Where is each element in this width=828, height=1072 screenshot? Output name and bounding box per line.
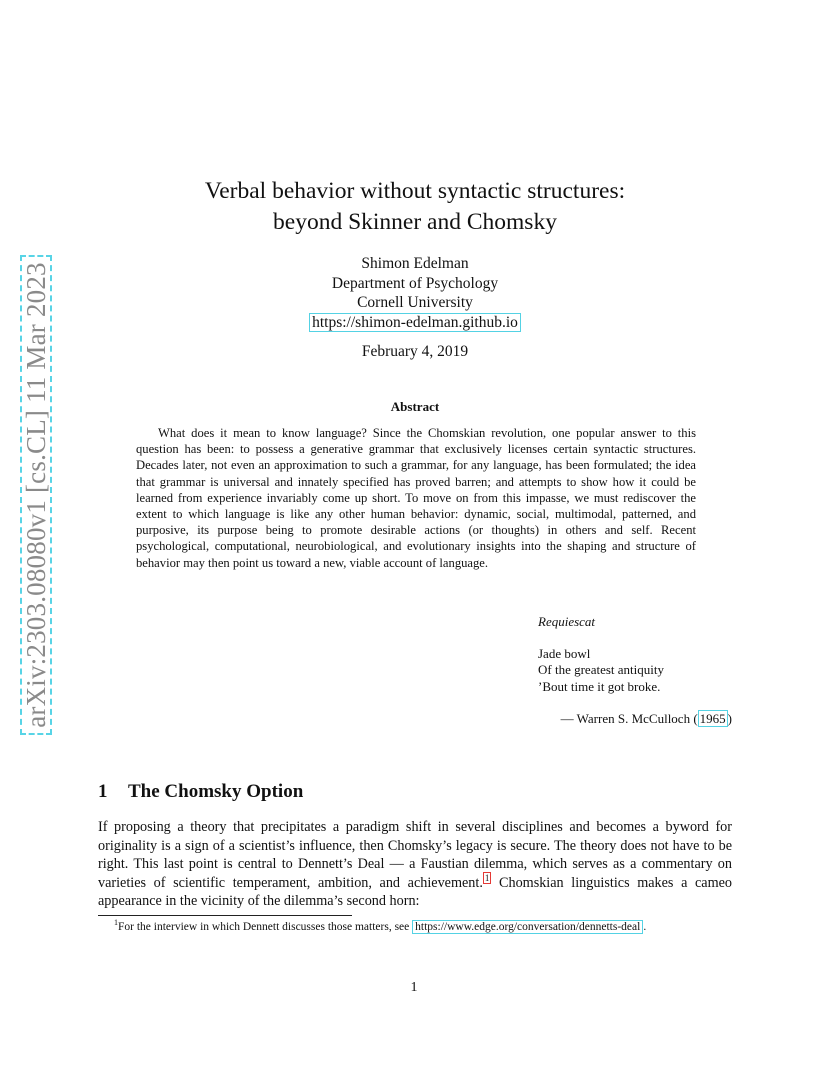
author-homepage-link[interactable]: https://shimon-edelman.github.io	[309, 313, 521, 332]
author-block	[230, 254, 600, 332]
footnote-marker-link[interactable]: 1	[484, 873, 490, 884]
paper-title	[130, 176, 700, 238]
paragraph-text-part-2: Chomskian linguistics makes a cameo appearance in the vicinity of the dilemma’s second horn:	[98, 874, 732, 910]
footnote-number: 1	[114, 918, 118, 928]
section-title: The Chomsky Option	[128, 781, 304, 802]
epigraph-line-3: ’Bout time it got broke.	[538, 678, 661, 694]
footnote-1	[98, 920, 732, 935]
section-number: 1	[98, 781, 108, 802]
arxiv-identifier-stamp[interactable]: arXiv:2303.08080v1 [cs.CL] 11 Mar 2023	[20, 255, 52, 735]
attribution-close: )	[727, 711, 732, 726]
epigraph-poem	[538, 614, 664, 695]
epigraph-line-2: Of the greatest antiquity	[538, 662, 664, 678]
citation-link-1965[interactable]: 1965	[699, 711, 726, 726]
title-line-1: Verbal behavior without syntactic structures:	[204, 178, 626, 204]
section-heading	[98, 781, 303, 803]
paragraph-text-part-1: If proposing a theory that precipitates a paradigm shift in several disciplines and becomes a byword for originality is a sign of a scientist’s influence, then Chomsky’s legacy is secure. The theory does not have to be right. This last point is central to Dennett’s Deal — a Faustian dilemma, which serves as a commentary on varieties of scientific temperament, ambition, and achievement.	[98, 819, 732, 891]
footnote-period: .	[643, 921, 647, 933]
paper-date: February 4, 2019	[361, 343, 469, 360]
epigraph-title: Requiescat	[538, 614, 596, 629]
attribution-author: — Warren S. McCulloch (	[560, 711, 698, 726]
footnote-text: For the interview in which Dennett discusses those matters, see	[118, 921, 413, 933]
page-number: 1	[410, 980, 418, 995]
author-department: Department of Psychology	[331, 274, 499, 292]
author-university: Cornell University	[357, 294, 473, 311]
section-paragraph	[98, 818, 732, 911]
author-name: Shimon Edelman	[361, 255, 469, 272]
footnote-url-link[interactable]: https://www.edge.org/conversation/dennetts-deal	[412, 920, 643, 934]
footnote-divider	[98, 915, 352, 916]
epigraph-attribution	[520, 711, 732, 727]
title-line-2: beyond Skinner and Chomsky	[273, 209, 557, 235]
abstract-text: What does it mean to know language? Since the Chomskian revolution, one popular answer to this question has been: to possess a generative grammar that exclusively licenses certain syntactic structures. Decades later, not even an approximation to such a grammar, for any language, has been formulated; the idea that grammar is universal and innately specified has proved barren; and attempts to show how it could be learned from experience invariably come up short. To move on from this impasse, we must rediscover the extent to which language is like any other human behavior: dynamic, social, multimodal, patterned, and purposive, its purpose being to promote desirable actions (or thoughts) in others and self. Recent psychological, computational, neurobiological, and evolutionary insights into the shaping and structure of behavior may then point us toward a new, viable account of language.	[136, 426, 696, 570]
abstract-heading: Abstract	[390, 399, 440, 414]
epigraph-line-1: Jade bowl	[538, 646, 591, 662]
